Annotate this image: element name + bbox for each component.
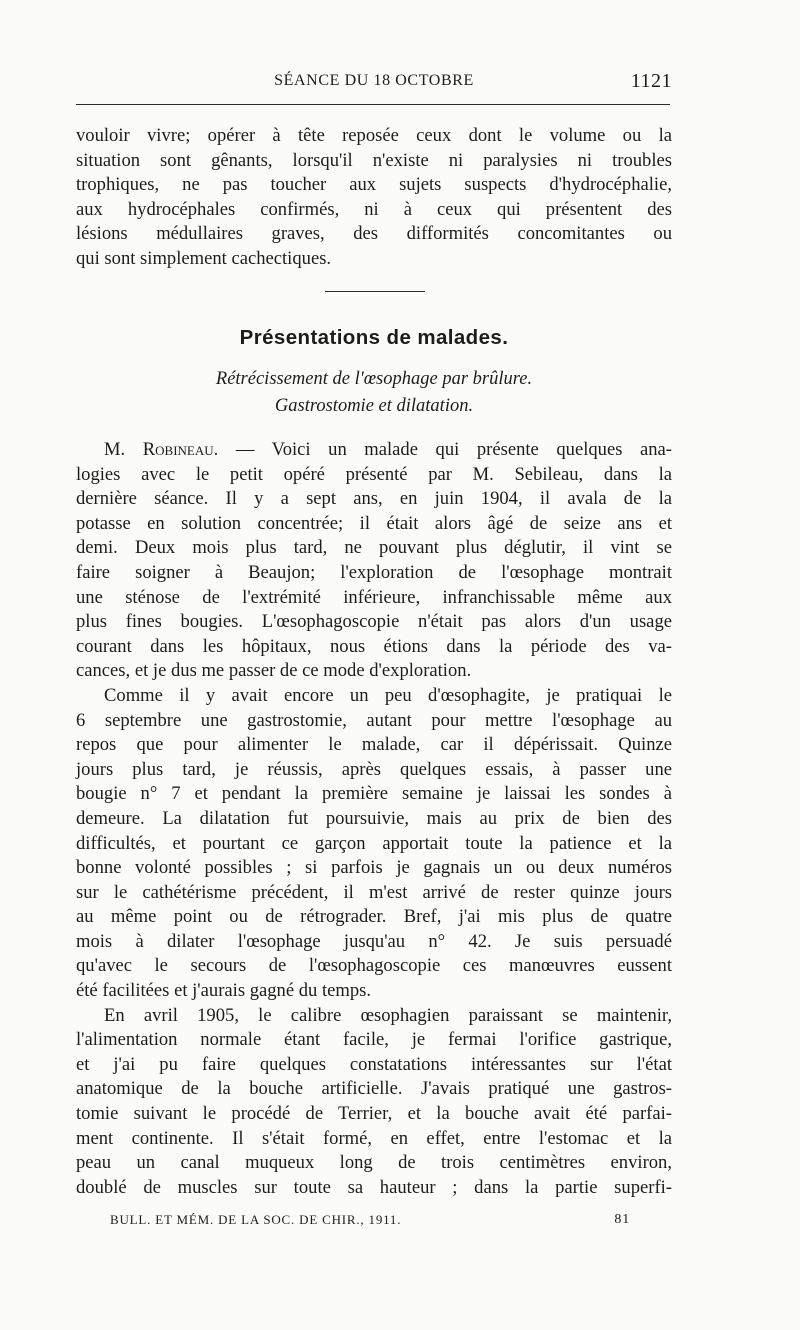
text-line: demeure. La dilatation fut poursuivie, mais au prix de bien des: [76, 807, 672, 829]
text-line: bougie n° 7 et pendant la première semaine je laissai les sondes à: [76, 783, 672, 805]
text-line: au même point ou de rétrograder. Bref, j'ai mis plus de quatre: [76, 906, 672, 928]
page-number: 1121: [630, 70, 672, 92]
text-line: En avril 1905, le calibre œsophagien paraissant se maintenir,: [104, 1004, 672, 1026]
body-text: [76, 438, 672, 1200]
text-line: lésions médullaires graves, des difformités concomitantes ou: [76, 223, 672, 245]
text-line: jours plus tard, je réussis, après quelques essais, à passer une: [76, 758, 672, 780]
text-line: été facilitées et j'aurais gagné du temps.: [76, 980, 372, 1002]
text-line: bonne volonté possibles ; si parfois je gagnais un ou deux numéros: [76, 857, 672, 879]
text-line: trophiques, ne pas toucher aux sujets suspects d'hydrocéphalie,: [76, 174, 672, 196]
text-line: sur le cathétérisme précédent, il m'est arrivé de rester quinze jours: [76, 881, 672, 903]
intro-paragraph: [76, 124, 672, 272]
text-line: potasse en solution concentrée; il était alors âgé de seize ans et: [76, 512, 672, 534]
journal-citation: BULL. ET MÉM. DE LA SOC. DE CHIR., 1911.: [110, 1212, 402, 1227]
page-footer: [110, 1212, 630, 1232]
text-line: 6 septembre une gastrostomie, autant pour mettre l'œsophage au: [76, 709, 672, 731]
section-title: Présentations de malades.: [239, 326, 509, 349]
running-header: [76, 70, 672, 94]
text-line: et j'ai pu faire quelques constatations intéressantes sur l'état: [76, 1053, 672, 1075]
text-line: aux hydrocéphales confirmés, ni à ceux qui présentent des: [76, 198, 672, 220]
text-line: vouloir vivre; opérer à tête reposée ceux dont le volume ou la: [76, 125, 672, 146]
text-line: demi. Deux mois plus tard, ne pouvant plus déglutir, il vint se: [76, 537, 672, 559]
text-line: situation sont gênants, lorsqu'il n'existe ni paralysies ni troubles: [76, 149, 672, 171]
text-line: dernière séance. Il y a sept ans, en juin 1904, il avala de la: [76, 488, 672, 510]
text-line: [76, 438, 672, 463]
text-line: difficultés, et pourtant ce garçon apportait toute la patience et la: [76, 832, 672, 854]
text-line: mois à dilater l'œsophage jusqu'au n° 42. Je suis persuadé: [76, 930, 672, 952]
text-line: tomie suivant le procédé de Terrier, et la bouche avait été parfai-: [76, 1103, 672, 1125]
section-separator: [325, 291, 425, 292]
text-line: une sténose de l'extrémité inférieure, infranchissable même aux: [76, 586, 672, 608]
text-line: plus fines bougies. L'œsophagoscopie n'était pas alors d'un usage: [76, 611, 672, 633]
text-line: ment continente. Il s'était formé, en effet, entre l'estomac et la: [76, 1127, 672, 1149]
text-line: doublé de muscles sur toute sa hauteur ; dans la partie superfi-: [76, 1176, 672, 1198]
article-subtitle: Gastrostomie et dilatation.: [274, 396, 474, 416]
signature-mark: 81: [614, 1212, 630, 1227]
text-line: qu'avec le secours de l'œsophagoscopie ces manœuvres eussent: [76, 955, 672, 977]
text-fragment: — Voici un malade qui présente quelques ana-: [218, 439, 673, 460]
text-line: qui sont simplement cachectiques.: [76, 247, 332, 269]
text-line: peau un canal muqueux long de trois centimètres environ,: [76, 1152, 672, 1174]
text-line: Comme il y avait encore un peu d'œsophagite, je pratiquai le: [104, 684, 672, 706]
text-line: repos que pour alimenter le malade, car il dépérissait. Quinze: [76, 734, 672, 756]
header-rule: [76, 104, 670, 105]
article-subtitle: Rétrécissement de l'œsophage par brûlure.: [215, 369, 533, 389]
speaker-name: M. Robineau.: [104, 439, 219, 460]
text-line: courant dans les hôpitaux, nous étions dans la période des va-: [76, 635, 672, 657]
text-line: l'alimentation normale étant facile, je fermai l'orifice gastrique,: [76, 1029, 672, 1051]
header-title: SÉANCE DU 18 OCTOBRE: [274, 72, 474, 89]
text-line: logies avec le petit opéré présenté par M. Sebileau, dans la: [76, 463, 672, 485]
text-line: faire soigner à Beaujon; l'exploration de l'œsophage montrait: [76, 561, 672, 583]
text-line: cances, et je dus me passer de ce mode d'exploration.: [76, 660, 472, 682]
text-line: anatomique de la bouche artificielle. J'avais pratiqué une gastros-: [76, 1078, 672, 1100]
